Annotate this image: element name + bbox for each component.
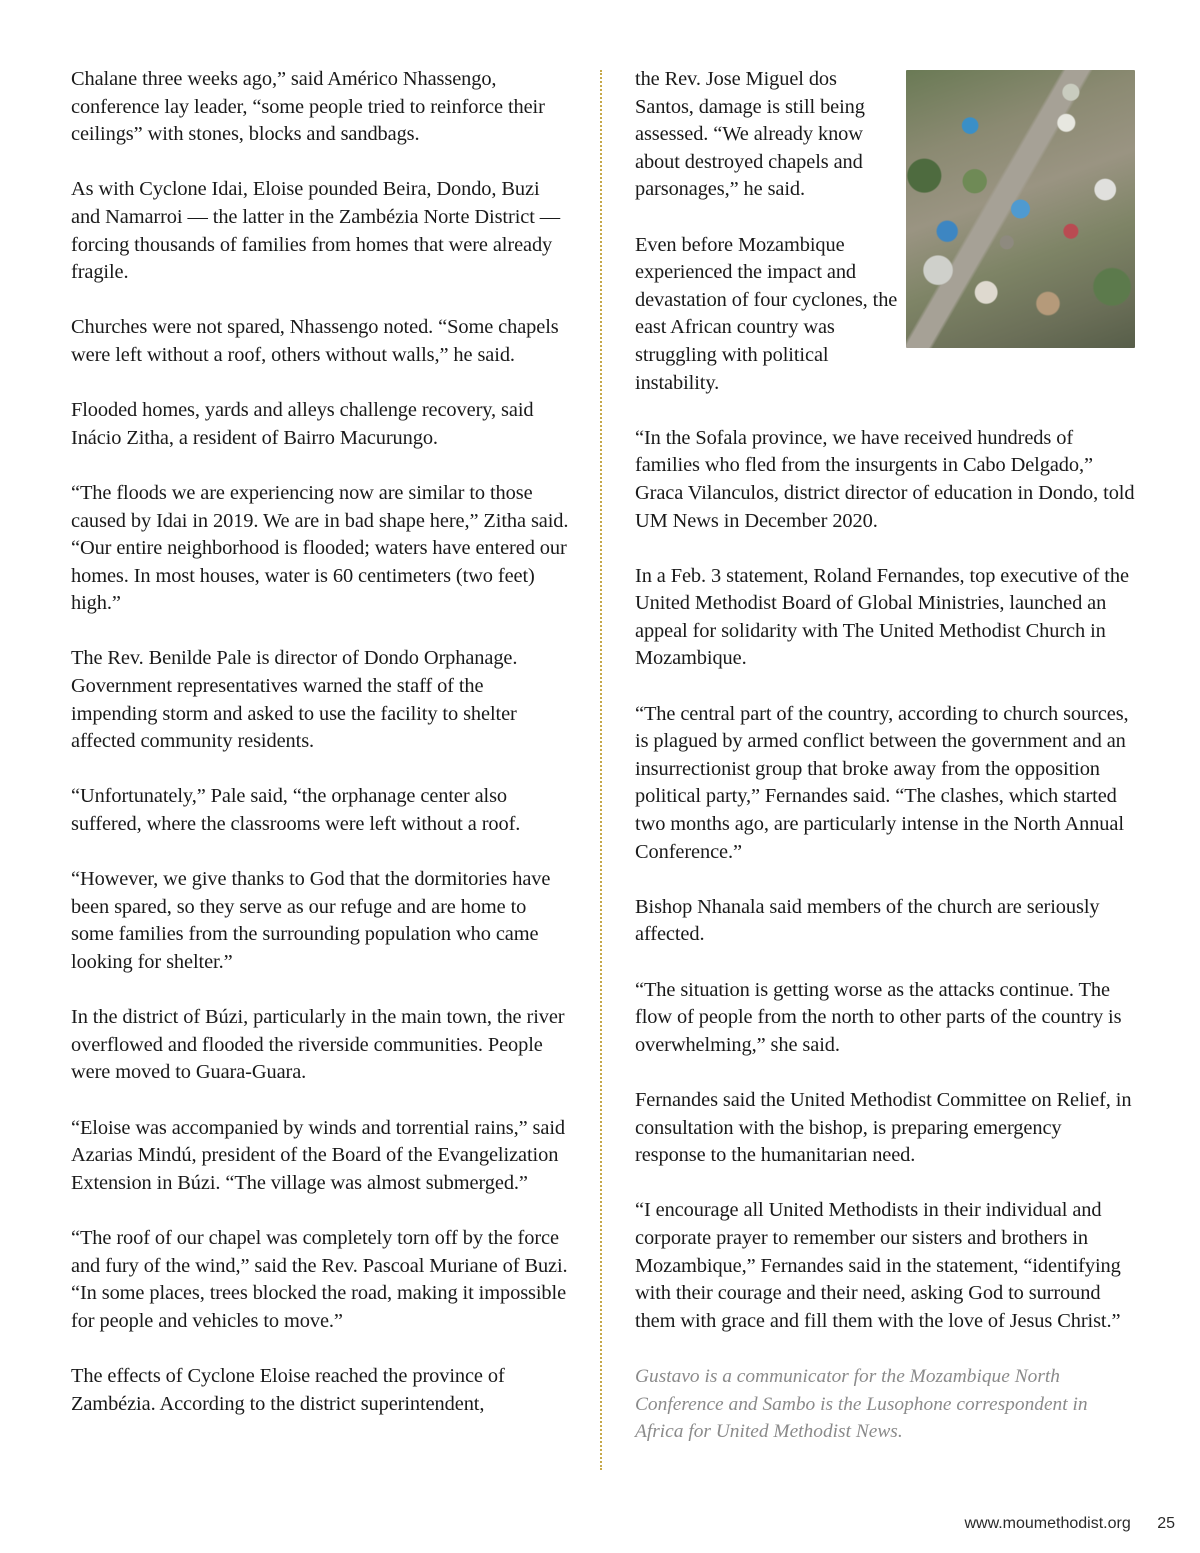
paragraph: In the district of Búzi, particularly in the main town, the river overflowed and flooded the riverside communities. People were moved to Guara-Guara. [71, 1006, 565, 1084]
aerial-flood-photo [906, 70, 1135, 348]
paragraph: “The floods we are experiencing now are similar to those caused by Idai in 2019. We are in bad shape here,” Zitha said. “Our entire neighborhood is flooded; waters have entered our homes. In most houses, water is 60 centimeters (two feet) high.” [71, 481, 569, 615]
paragraph: “Unfortunately,” Pale said, “the orphanage center also suffered, where the classrooms were left without a roof. [71, 785, 521, 836]
paragraph: the Rev. Jose Miguel dos Santos, damage is still being assessed. “We already know about destroyed chapels and parsonages,” he said. [635, 68, 865, 201]
paragraph: Bishop Nhanala said members of the church are seriously affected. [635, 895, 1100, 946]
paragraph: The effects of Cyclone Eloise reached the province of Zambézia. According to the district superintendent, [71, 1364, 505, 1415]
paragraph: “However, we give thanks to God that the dormitories have been spared, so they serve as our refuge and are home to some families from the surrounding population who came looking for shelter.” [71, 868, 551, 973]
author-byline: Gustavo is a communicator for the Mozambique North Conference and Sambo is the Lusophone correspondent in Africa for United Methodist News. [635, 1365, 1088, 1443]
left-column [71, 66, 571, 1446]
paragraph: In a Feb. 3 statement, Roland Fernandes, top executive of the United Methodist Board of Global Ministries, launched an appeal for solidarity with The United Methodist Church in Mozambique. [635, 564, 1129, 670]
paragraph: Fernandes said the United Methodist Committee on Relief, in consultation with the bishop, is preparing emergency response to the humanitarian need. [635, 1088, 1132, 1167]
paragraph: The Rev. Benilde Pale is director of Dondo Orphanage. Government representatives warned the staff of the impending storm and asked to use the facility to shelter affected community residents. [71, 647, 518, 753]
paragraph: Even before Mozambique experienced the impact and devastation of four cyclones, the east African country was struggling with political instability. [635, 233, 898, 394]
paragraph: “The central part of the country, according to church sources, is plagued by armed conflict between the government and an insurrectionist group that broke away from the opposition political party,” Fernandes said. “The clashes, which started two months ago, are particularly intense in the North Annual Conference.” [635, 702, 1129, 863]
paragraph: “Eloise was accompanied by winds and torrential rains,” said Azarias Mindú, president of the Board of the Evangelization Extension in Búzi. “The village was almost submerged.” [71, 1116, 565, 1194]
page-number: 25 [1157, 1515, 1175, 1532]
paragraph: “The situation is getting worse as the attacks continue. The flow of people from the north to other parts of the country is overwhelming,” she said. [635, 978, 1122, 1056]
paragraph: “The roof of our chapel was completely torn off by the force and fury of the wind,” said the Rev. Pascoal Muriane of Buzi. “In some places, trees blocked the road, making it impossible for people and vehicles to move.” [71, 1226, 568, 1332]
right-column [635, 66, 1135, 1446]
page-footer [964, 1515, 1175, 1533]
website-url: www.moumethodist.org [964, 1515, 1131, 1532]
paragraph: Flooded homes, yards and alleys challenge recovery, said Inácio Zitha, a resident of Bairro Macurungo. [71, 399, 534, 449]
paragraph: As with Cyclone Idai, Eloise pounded Beira, Dondo, Buzi and Namarroi — the latter in the Zambézia Norte District — forcing thousands of families from homes that were already fragile. [71, 178, 561, 284]
paragraph: Churches were not spared, Nhassengo noted. “Some chapels were left without a roof, others without walls,” he said. [71, 316, 559, 366]
paragraph: Chalane three weeks ago,” said Américo Nhassengo, conference lay leader, “some people tried to reinforce their ceilings” with stones, blocks and sandbags. [71, 68, 545, 146]
paragraph: “I encourage all United Methodists in their individual and corporate prayer to remember our sisters and brothers in Mozambique,” Fernandes said in the statement, “identifying with their courage and their need, asking God to surround them with grace and fill them with the love of Jesus Christ.” [635, 1199, 1121, 1332]
paragraph: “In the Sofala province, we have received hundreds of families who fled from the insurgents in Cabo Delgado,” Graca Vilanculos, district director of education in Dondo, told UM News in December 2020. [635, 426, 1135, 532]
column-divider [600, 70, 602, 1470]
